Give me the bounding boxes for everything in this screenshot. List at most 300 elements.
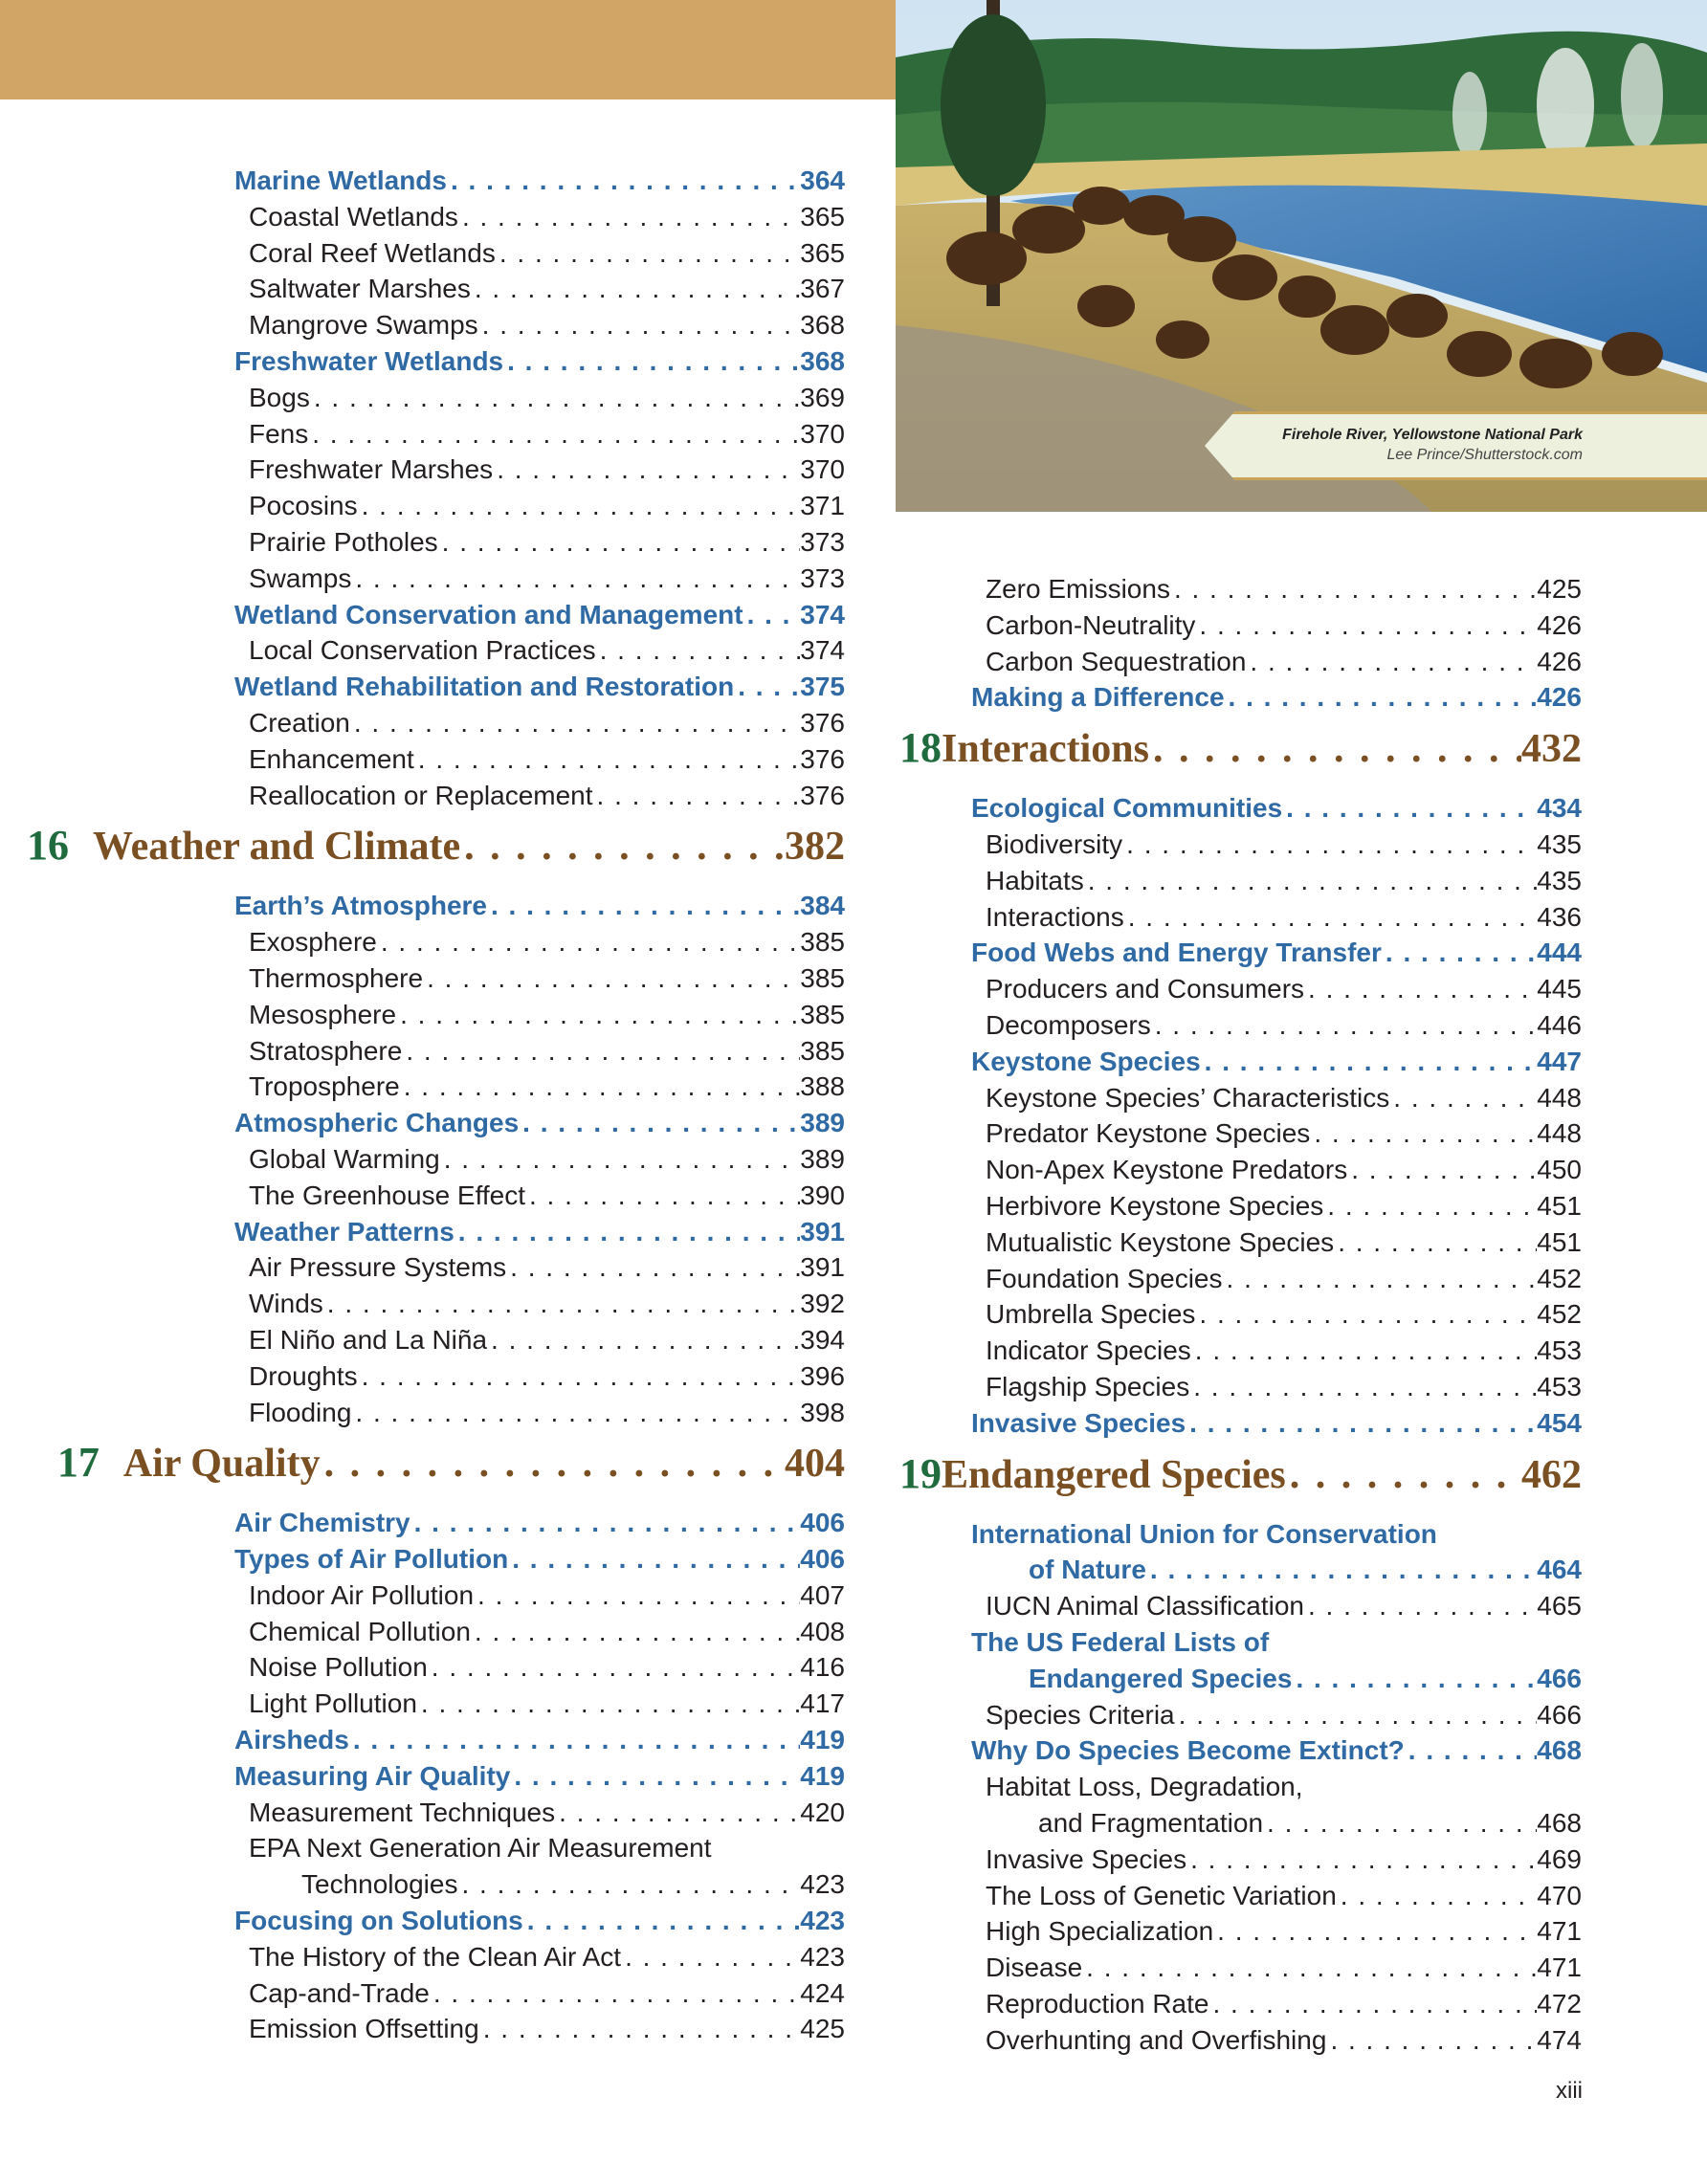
toc-section-entry[interactable] [899, 1732, 1582, 1769]
entry-page: 454 [1537, 1407, 1582, 1438]
section-title-line: International Union for Conservation [971, 1518, 1437, 1549]
dot-leader [478, 307, 801, 343]
entry-page: 425 [1537, 574, 1582, 604]
entry-title: and Fragmentation [1038, 1807, 1264, 1838]
entry-page: 398 [800, 1397, 845, 1427]
dot-leader [508, 1541, 800, 1577]
dot-leader [487, 1322, 800, 1358]
chapter-number: 19 [899, 1449, 942, 1497]
entry-title: Measurement Techniques [249, 1797, 556, 1827]
toc-subsection-entry[interactable] [899, 1950, 1582, 1986]
toc-subsection-entry[interactable] [163, 997, 845, 1033]
dot-leader [1124, 899, 1538, 936]
toc-subsection-entry[interactable] [899, 571, 1582, 607]
dot-leader [447, 163, 800, 199]
dot-leader [1195, 1296, 1537, 1333]
entry-page: 446 [1537, 1009, 1582, 1040]
entry-page: 447 [1537, 1046, 1582, 1076]
entry-title: The Greenhouse Effect [249, 1180, 525, 1210]
toc-subsection-entry[interactable] [899, 607, 1582, 644]
dot-leader [1082, 1950, 1537, 1986]
dot-leader [503, 343, 800, 380]
entry-title: Decomposers [986, 1009, 1151, 1040]
toc-subsection-entry[interactable] [163, 1249, 845, 1286]
entry-page: 406 [800, 1508, 845, 1538]
toc-subsection-entry[interactable] [899, 1080, 1582, 1116]
top-color-band [0, 0, 896, 99]
entry-page: 426 [1537, 682, 1582, 713]
entry-page: 468 [1537, 1807, 1582, 1838]
toc-section-entry[interactable] [899, 1552, 1582, 1588]
dot-leader [523, 1903, 801, 1939]
entry-title: Endangered Species [1029, 1663, 1293, 1693]
entry-title: Light Pollution [249, 1688, 417, 1719]
entry-title: IUCN Animal Classification [986, 1591, 1304, 1621]
dot-leader [1186, 1405, 1537, 1442]
entry-title: Prairie Potholes [249, 526, 438, 557]
toc-subsection-entry[interactable] [899, 1878, 1582, 1914]
entry-page: 367 [800, 274, 845, 304]
dot-leader [350, 705, 800, 741]
entry-title: Reallocation or Replacement [249, 780, 593, 810]
entry-title: Noise Pollution [249, 1652, 428, 1683]
entry-title: Carbon-Neutrality [986, 609, 1196, 640]
toc-subsection-entry[interactable] [899, 1588, 1582, 1624]
toc-subsection-entry[interactable] [899, 827, 1582, 863]
entry-title: Habitats [986, 865, 1084, 895]
entry-title: Mutualistic Keystone Species [986, 1226, 1335, 1257]
entry-title: Invasive Species [971, 1407, 1186, 1438]
entry-title: Creation [249, 707, 350, 738]
entry-title: Focusing on Solutions [234, 1906, 523, 1936]
entry-title: Chemical Pollution [249, 1616, 471, 1646]
dot-leader [1347, 1152, 1537, 1188]
entry-page: 408 [800, 1616, 845, 1646]
entry-title: Bogs [249, 382, 310, 412]
toc-section-entry[interactable] [899, 1405, 1582, 1442]
toc-section-entry[interactable] [163, 1541, 845, 1577]
entry-page: 466 [1537, 1699, 1582, 1730]
entry-title: Carbon Sequestration [986, 646, 1247, 676]
entry-page: 419 [800, 1760, 845, 1791]
toc-section-entry[interactable] [899, 790, 1582, 827]
photo-caption-credit: Lee Prince/Shutterstock.com [1386, 447, 1583, 463]
entry-title: Ecological Communities [971, 793, 1283, 824]
toc-subsection-entry[interactable] [163, 1141, 845, 1178]
toc-subsection-entry[interactable] [163, 1033, 845, 1070]
entry-page: 453 [1537, 1371, 1582, 1401]
toc-subsection-entry[interactable] [163, 2011, 845, 2047]
toc-section-entry[interactable] [163, 888, 845, 924]
dot-leader [471, 271, 800, 307]
entry-title: Freshwater Wetlands [234, 345, 504, 376]
entry-title: Keystone Species [971, 1046, 1201, 1076]
toc-subsection-entry[interactable] [899, 2022, 1582, 2059]
entry-title: Droughts [249, 1360, 358, 1391]
entry-title: Enhancement [249, 743, 414, 774]
dot-leader [555, 1795, 800, 1831]
dot-leader [400, 1069, 801, 1105]
entry-title: Saltwater Marshes [249, 274, 471, 304]
chapter-heading[interactable] [899, 723, 1582, 788]
dot-leader [1223, 1261, 1538, 1297]
entry-title: Weather Patterns [234, 1216, 454, 1246]
toc-section-entry[interactable] [899, 935, 1582, 971]
entry-page: 385 [800, 999, 845, 1029]
dot-leader [414, 741, 800, 778]
dot-leader [1149, 726, 1521, 772]
entry-page: 364 [800, 165, 845, 195]
section-title-line: The US Federal Lists of [971, 1626, 1270, 1657]
dot-leader [1170, 571, 1537, 607]
entry-page: 451 [1537, 1226, 1582, 1257]
entry-title: Technologies [301, 1869, 458, 1900]
chapter-page: 404 [785, 1442, 845, 1487]
entry-page: 391 [800, 1252, 845, 1283]
entry-title: Indoor Air Pollution [249, 1579, 475, 1610]
dot-leader [1382, 935, 1537, 971]
entry-title: Why Do Species Become Extinct? [971, 1735, 1405, 1766]
toc-section-entry[interactable] [163, 343, 845, 380]
entry-title: Indicator Species [986, 1335, 1191, 1366]
entry-page: 365 [800, 201, 845, 232]
toc-subsection-entry[interactable] [163, 1286, 845, 1322]
entry-page: 466 [1537, 1663, 1582, 1693]
toc-subsection-entry[interactable] [899, 1333, 1582, 1369]
toc-subsection-entry[interactable] [899, 899, 1582, 936]
chapter-page: 462 [1521, 1452, 1582, 1497]
toc-section-entry[interactable] [899, 679, 1582, 716]
dot-leader [430, 1975, 800, 2012]
toc-subsection-entry[interactable] [163, 199, 845, 235]
entry-title: Flagship Species [986, 1371, 1190, 1401]
entry-title: Overhunting and Overfishing [986, 2024, 1327, 2055]
entry-title: Winds [249, 1289, 323, 1319]
entry-page: 370 [800, 418, 845, 449]
entry-page: 471 [1537, 1916, 1582, 1947]
entry-page: 370 [800, 454, 845, 485]
dot-leader [1286, 1452, 1521, 1498]
dot-leader [396, 997, 800, 1033]
entry-page: 385 [800, 962, 845, 993]
toc-subsection-entry[interactable] [899, 1805, 1582, 1842]
entry-title: Mangrove Swamps [249, 310, 478, 341]
toc-subsection-entry[interactable] [163, 1975, 845, 2012]
entry-page: 368 [800, 310, 845, 341]
entry-title: Thermosphere [249, 962, 424, 993]
toc-subsection-entry[interactable] [163, 705, 845, 741]
dot-leader [621, 1939, 800, 1975]
entry-title: Foundation Species [986, 1263, 1223, 1293]
dot-leader [377, 924, 800, 960]
toc-subsection-entry[interactable] [163, 1577, 845, 1614]
toc-subsection-entry[interactable] [899, 1296, 1582, 1333]
entry-page: 376 [800, 780, 845, 810]
entry-page: 435 [1537, 865, 1582, 895]
entry-page: 425 [800, 2014, 845, 2044]
entry-title: Troposphere [249, 1071, 400, 1102]
entry-page: 369 [800, 382, 845, 412]
dot-leader [1246, 644, 1537, 680]
toc-subsection-entry[interactable] [163, 1069, 845, 1105]
entry-title: The Loss of Genetic Variation [986, 1880, 1337, 1910]
entry-page: 453 [1537, 1335, 1582, 1366]
toc-subsection-entry[interactable] [899, 1913, 1582, 1950]
toc-subsection-entry[interactable] [163, 1866, 845, 1903]
entry-page: 435 [1537, 828, 1582, 859]
dot-leader [438, 524, 801, 561]
toc-column-left [26, 163, 845, 2047]
dot-leader [1304, 971, 1537, 1007]
toc-subsection-entry[interactable] [163, 307, 845, 343]
dot-leader [1263, 1805, 1537, 1842]
entry-page: 392 [800, 1289, 845, 1319]
dot-leader [471, 1614, 800, 1650]
toc-subsection-entry[interactable] [163, 1614, 845, 1650]
dot-leader [519, 1105, 800, 1141]
toc-subsection-entry[interactable] [899, 1188, 1582, 1224]
toc-subsection-entry[interactable] [163, 924, 845, 960]
chapter-page: 432 [1521, 727, 1582, 772]
toc-subsection-entry[interactable] [163, 380, 845, 416]
toc-subsection-entry[interactable] [163, 235, 845, 272]
dot-leader [323, 1286, 800, 1322]
toc-subsection-entry[interactable] [899, 1152, 1582, 1188]
entry-page: 426 [1537, 609, 1582, 640]
entry-title: Wetland Conservation and Management [234, 599, 743, 629]
entry-page: 394 [800, 1324, 845, 1355]
toc-subsection-entry[interactable] [163, 1395, 845, 1431]
toc-subsection-entry[interactable] [899, 1697, 1582, 1733]
subsection-title-line: EPA Next Generation Air Measurement [249, 1833, 712, 1864]
dot-leader [479, 2011, 801, 2047]
dot-leader [358, 488, 801, 524]
entry-title: Coastal Wetlands [249, 201, 458, 232]
toc-subsection-entry[interactable] [163, 416, 845, 452]
chapter-page: 382 [785, 825, 845, 870]
entry-page: 406 [800, 1544, 845, 1575]
toc-subsection-entry[interactable] [163, 524, 845, 561]
entry-page: 445 [1537, 974, 1582, 1004]
toc-subsection-entry[interactable] [163, 741, 845, 778]
dot-leader [1337, 1878, 1537, 1914]
dot-leader [423, 960, 800, 997]
dot-leader [460, 824, 785, 870]
photo-caption-title: Firehole River, Yellowstone National Park [1282, 427, 1583, 443]
entry-page: 426 [1537, 646, 1582, 676]
toc-subsection-entry[interactable] [163, 1795, 845, 1831]
chapter-heading[interactable] [0, 1438, 845, 1503]
toc-section-entry[interactable] [163, 1105, 845, 1141]
entry-title: of Nature [1029, 1555, 1146, 1585]
entry-page: 368 [800, 345, 845, 376]
dot-leader [1189, 1369, 1537, 1405]
dot-leader [474, 1577, 800, 1614]
dot-leader [1389, 1080, 1537, 1116]
chapter-heading[interactable] [899, 1449, 1582, 1514]
toc-subsection-entry[interactable] [163, 1649, 845, 1686]
dot-leader [1310, 1115, 1537, 1152]
toc-subsection-entry[interactable] [163, 1178, 845, 1214]
dot-leader [440, 1141, 801, 1178]
entry-page: 389 [800, 1108, 845, 1138]
entry-title: Air Pressure Systems [249, 1252, 507, 1283]
dot-leader [743, 597, 801, 633]
dot-leader [1326, 2022, 1537, 2059]
entry-title: Mesosphere [249, 999, 397, 1029]
toc-subsection-entry[interactable] [899, 1261, 1582, 1297]
toc-subsection-entry[interactable] [899, 1224, 1582, 1261]
entry-title: Swamps [249, 563, 352, 593]
entry-title: Marine Wetlands [234, 165, 447, 195]
toc-subsection-entry[interactable] [163, 561, 845, 597]
entry-title: Biodiversity [986, 828, 1123, 859]
dot-leader [1084, 863, 1538, 899]
dot-leader [1282, 790, 1537, 827]
entry-title: Species Criteria [986, 1699, 1175, 1730]
entry-page: 451 [1537, 1190, 1582, 1221]
entry-page: 385 [800, 1035, 845, 1066]
dot-leader [1175, 1697, 1538, 1733]
entry-title: Non-Apex Keystone Predators [986, 1155, 1348, 1185]
dot-leader [1292, 1661, 1537, 1697]
entry-page: 374 [800, 635, 845, 666]
entry-page: 471 [1537, 1952, 1582, 1983]
entry-page: 371 [800, 491, 845, 521]
toc-subsection-entry[interactable] [899, 1369, 1582, 1405]
dot-leader [1146, 1552, 1537, 1588]
dot-leader [734, 669, 800, 705]
dot-leader [1323, 1188, 1537, 1224]
entry-page: 470 [1537, 1880, 1582, 1910]
dot-leader [428, 1649, 801, 1686]
entry-page: 423 [800, 1869, 845, 1900]
entry-page: 452 [1537, 1299, 1582, 1330]
entry-page: 416 [800, 1652, 845, 1683]
toc-subsection-entry[interactable] [163, 778, 845, 814]
entry-title: Air Chemistry [234, 1508, 410, 1538]
toc-section-entry[interactable] [899, 1661, 1582, 1697]
dot-leader [351, 1395, 800, 1431]
entry-page: 365 [800, 237, 845, 268]
toc-subsection-entry[interactable] [163, 1939, 845, 1975]
toc-subsection-entry[interactable] [899, 971, 1582, 1007]
toc-subsection-entry[interactable] [163, 1358, 845, 1395]
toc-section-entry[interactable] [163, 1214, 845, 1250]
toc-subsection-entry[interactable] [899, 644, 1582, 680]
entry-page: 384 [800, 891, 845, 921]
toc-subsection-entry[interactable] [899, 1007, 1582, 1044]
entry-title: Earth’s Atmosphere [234, 891, 487, 921]
entry-page: 468 [1537, 1735, 1582, 1766]
dot-leader [496, 235, 800, 272]
dot-leader [1151, 1007, 1538, 1044]
dot-leader [487, 888, 800, 924]
entry-page: 385 [800, 927, 845, 958]
entry-title: Making a Difference [971, 682, 1225, 713]
caption-tag [1205, 411, 1707, 480]
entry-page: 407 [800, 1579, 845, 1610]
dot-leader [1334, 1224, 1537, 1261]
toc-subsection-entry[interactable] [899, 1986, 1582, 2022]
toc-section-entry[interactable] [163, 163, 845, 199]
dot-leader [402, 1033, 800, 1070]
toc-subsection-entry[interactable] [163, 271, 845, 307]
toc-subsection-entry[interactable] [163, 488, 845, 524]
chapter-title: Air Quality [122, 1442, 321, 1487]
dot-leader [457, 1866, 800, 1903]
dot-leader [510, 1758, 800, 1795]
entry-title: Cap-and-Trade [249, 1977, 430, 2008]
toc-section-entry[interactable] [163, 597, 845, 633]
entry-title: Freshwater Marshes [249, 454, 494, 485]
toc-subsection-entry[interactable] [163, 1686, 845, 1722]
dot-leader [1213, 1913, 1537, 1950]
toc-subsection-entry[interactable] [899, 1115, 1582, 1152]
entry-title: Airsheds [234, 1725, 349, 1755]
toc-subsection-entry[interactable] [899, 863, 1582, 899]
entry-page: 424 [800, 1977, 845, 2008]
entry-page: 448 [1537, 1118, 1582, 1149]
entry-title: Fens [249, 418, 309, 449]
entry-page: 452 [1537, 1263, 1582, 1293]
toc-section-entry[interactable] [163, 1722, 845, 1758]
entry-title: Emission Offsetting [249, 2014, 479, 2044]
dot-leader [1405, 1732, 1537, 1769]
entry-title: Exosphere [249, 927, 377, 958]
chapter-title: Endangered Species [942, 1452, 1286, 1497]
chapter-title: Interactions [942, 727, 1149, 772]
entry-title: Types of Air Pollution [234, 1544, 509, 1575]
chapter-number: 18 [899, 724, 942, 772]
chapter-heading[interactable] [0, 821, 845, 886]
entry-title: The History of the Clean Air Act [249, 1941, 622, 1972]
toc-subsection-entry[interactable] [899, 1842, 1582, 1878]
entry-page: 474 [1537, 2024, 1582, 2055]
entry-page: 391 [800, 1216, 845, 1246]
dot-leader [1191, 1333, 1537, 1369]
entry-title: Predator Keystone Species [986, 1118, 1311, 1149]
toc-subsection-entry[interactable] [163, 960, 845, 997]
dot-leader [1225, 679, 1538, 716]
dot-leader [506, 1249, 800, 1286]
entry-page: 448 [1537, 1082, 1582, 1113]
subsection-title-line: Habitat Loss, Degradation, [986, 1772, 1303, 1802]
dot-leader [458, 199, 800, 235]
toc-section-entry[interactable] [163, 669, 845, 705]
entry-page: 374 [800, 599, 845, 629]
dot-leader [310, 380, 800, 416]
toc-section-entry[interactable] [163, 1505, 845, 1541]
entry-page: 389 [800, 1143, 845, 1174]
dot-leader [493, 452, 800, 488]
toc-section-entry[interactable] [163, 1903, 845, 1939]
toc-subsection-entry[interactable] [163, 452, 845, 488]
page-number: xiii [1556, 2078, 1583, 2104]
entry-page: 419 [800, 1725, 845, 1755]
toc-subsection-entry[interactable] [163, 632, 845, 669]
entry-title: Disease [986, 1952, 1083, 1983]
entry-page: 423 [800, 1941, 845, 1972]
toc-section-entry[interactable] [899, 1044, 1582, 1080]
dot-leader [1122, 827, 1537, 863]
dot-leader [351, 561, 800, 597]
entry-page: 444 [1537, 938, 1582, 968]
entry-title: Umbrella Species [986, 1299, 1196, 1330]
toc-section-entry[interactable] [163, 1758, 845, 1795]
toc-subsection-entry[interactable] [163, 1322, 845, 1358]
dot-leader [596, 632, 801, 669]
